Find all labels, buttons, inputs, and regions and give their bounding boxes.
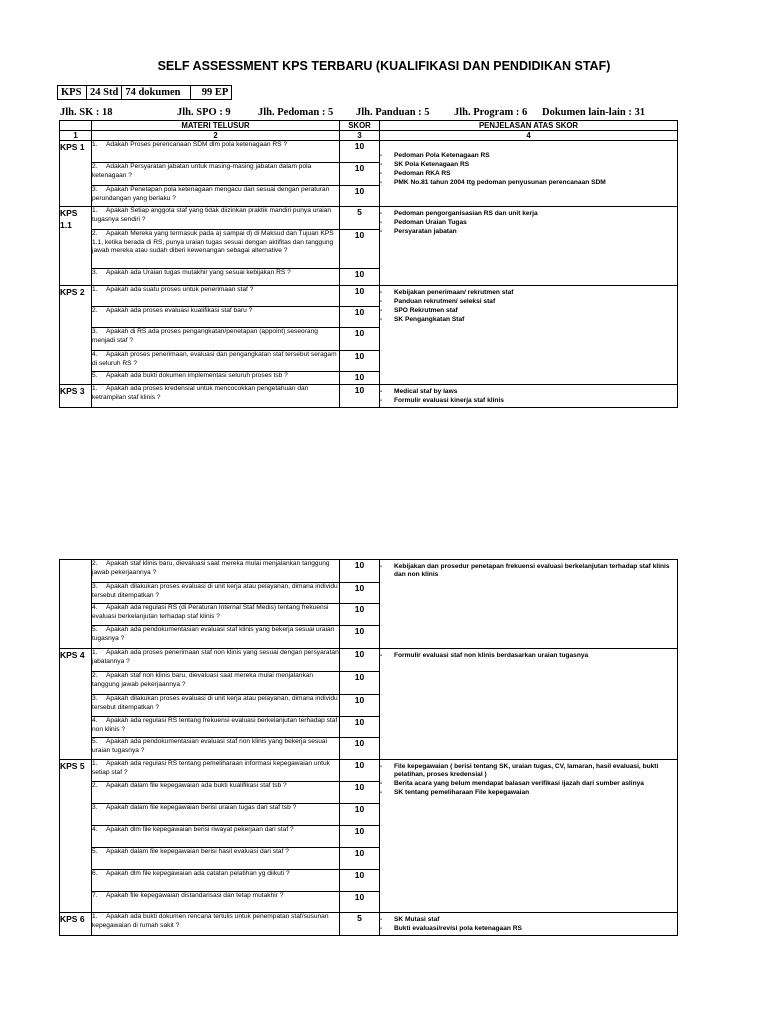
kps-code: KPS 4 <box>60 649 92 760</box>
summary-box <box>57 85 232 100</box>
question-text: Apakah ada proses penerimaan staf non klinis yang sesuai dengan persyaratan jabatannya ? <box>92 649 339 665</box>
question-text: Apakah Mereka yang termasuk pada a) sampai d) di Maksud dan Tujuan KPS 1.1, ketika berada di RS, punya uraian tugas sesuai dengan aktifitas dan tanggung jawab mereka atau sudah diberi kewenangan sebagai alternative ? <box>92 230 334 255</box>
score-cell: 10 <box>340 738 380 760</box>
score-cell: 10 <box>340 717 380 738</box>
explanation-item: - Kebijakan penerimaan/ rekrutmen staf <box>380 289 677 297</box>
kps-code: KPS 3 <box>60 385 92 408</box>
kps-code: KPS 1.1 <box>60 207 92 286</box>
question-cell <box>92 649 340 672</box>
question-cell <box>92 560 340 583</box>
question-cell <box>92 604 340 626</box>
count-spo: Jlh. SPO : 9 <box>177 107 231 118</box>
kps-code <box>60 560 92 649</box>
explanation-item: - SK Pola Ketenagaan RS <box>380 161 677 169</box>
question-cell <box>92 307 340 328</box>
question-cell <box>92 782 340 804</box>
page-title: SELF ASSESSMENT KPS TERBARU (KUALIFIKASI DAN PENDIDIKAN STAF) <box>157 59 611 73</box>
question-number: 2. <box>92 163 98 170</box>
question-cell <box>92 760 340 782</box>
question-number: 5. <box>92 626 98 633</box>
table-row <box>60 141 678 163</box>
question-text: Apakah dlm file kepegawaian ada catatan pelatihan yg diikuti ? <box>106 870 290 877</box>
question-cell <box>92 207 340 230</box>
question-text: Apakah ada proses kredensial untuk mencocokkan pengetahuan dan ketrampilan staf klinis ? <box>92 385 309 401</box>
explanation-item: - SPO Rekrutmen staf <box>380 307 677 315</box>
question-text: Apakah Setiap anggota staf yang tidak diizinkan praktik mandiri punya uraian tugasnya sendiri ? <box>92 207 332 223</box>
table-row <box>60 913 678 936</box>
table-row <box>60 560 678 583</box>
score-cell: 10 <box>340 760 380 782</box>
question-number: 2. <box>92 307 98 314</box>
count-lain: Dokumen lain-lain : 31 <box>542 107 645 118</box>
question-number: 2. <box>92 782 98 789</box>
score-cell: 10 <box>340 826 380 848</box>
score-cell: 10 <box>340 269 380 286</box>
question-number: 5. <box>92 372 98 379</box>
explanation-cell <box>380 286 678 385</box>
explanation-item: - SK Pengangkatan Staf <box>380 316 677 324</box>
assessment-table-2 <box>59 559 678 936</box>
score-cell: 10 <box>340 186 380 207</box>
explanation-cell <box>380 913 678 936</box>
question-text: Apakah dlm file kepegawaian berisi riwayat pekerjaan dari staf ? <box>106 826 294 833</box>
explanation-cell <box>380 760 678 913</box>
question-text: Apakah ada bukti dokumen rencana tertulis untuk penempatan staf/susunan kepegawaian di rumah sakit ? <box>92 913 329 929</box>
kps-code: KPS 6 <box>60 913 92 936</box>
explanation-cell <box>380 385 678 408</box>
question-cell <box>92 186 340 207</box>
question-number: 5. <box>92 848 98 855</box>
explanation-item: - Berita acara yang belum mendapat balasan verifikasi ijazah dari sumber aslinya <box>380 780 677 788</box>
score-cell: 10 <box>340 848 380 870</box>
score-cell: 10 <box>340 782 380 804</box>
question-number: 1. <box>92 207 98 214</box>
question-text: Apakah ada pendokumentasian evaluasi staf non klinis yang bekerja sesuai uraian tugasnya ? <box>92 738 328 754</box>
question-cell <box>92 738 340 760</box>
score-cell: 10 <box>340 804 380 826</box>
score-cell: 5 <box>340 913 380 936</box>
question-text: Apakah ada proses evaluasi kualifikasi staf baru ? <box>106 307 253 314</box>
question-number: 4. <box>92 826 98 833</box>
score-cell: 10 <box>340 560 380 583</box>
kps-code: KPS 2 <box>60 286 92 385</box>
score-cell: 10 <box>340 892 380 913</box>
question-cell <box>92 385 340 408</box>
explanation-item: - Medical staf by laws <box>380 388 677 396</box>
question-cell <box>92 695 340 717</box>
explanation-item: - Formulir evaluasi staf non klinis berdasarkan uraian tugasnya <box>380 652 677 660</box>
question-text: Adakah Persyaratan jabatan untuk masing-masing jabatan dalam pola ketenagaan ? <box>92 163 312 179</box>
question-number: 1. <box>92 913 98 920</box>
question-number: 1. <box>92 141 98 148</box>
question-number: 4. <box>92 604 98 611</box>
question-text: Apakah dilakukan proses evaluasi di unit kerja atau pelayanan, dimana individu tersebut ditempatkan ? <box>92 583 338 599</box>
question-number: 6. <box>92 870 98 877</box>
question-text: Apakah dalam file kepegawaian berisi hasil evaluasi dari staf ? <box>106 848 289 855</box>
question-text: Apakah file kepegawaian distandarisasi dan tetap mutakhir ? <box>106 892 284 899</box>
table-row <box>60 286 678 307</box>
question-text: Apakah dilakukan proses evaluasi di unit kerja atau pelayanan, dimana individu tersebut ditempatkan ? <box>92 695 338 711</box>
question-number: 3. <box>92 328 98 335</box>
explanation-item: - File kepegawaian ( berisi tentang SK, uraian tugas, CV, lamaran, hasil evaluasi, bukti pelatihan, proses kredensial ) <box>380 763 677 779</box>
question-text: Apakah dalam file kepegawaian berisi uraian tugas dari staf tsb ? <box>106 804 297 811</box>
explanation-item: - SK tentang pemeliharaan File kepegawaian <box>380 789 677 797</box>
question-number: 1. <box>92 760 98 767</box>
question-number: 1. <box>92 649 98 656</box>
question-cell <box>92 141 340 163</box>
question-text: Apakah ada suatu proses untuk penerimaan staf ? <box>106 286 254 293</box>
question-number: 3. <box>92 583 98 590</box>
question-number: 1. <box>92 385 98 392</box>
explanation-cell <box>380 207 678 286</box>
col-number: 4 <box>380 131 678 141</box>
question-text: Apakah staf klinis baru, dievaluasi saat mereka mulai menjalankan tanggung jawab pekerjaannya ? <box>92 560 330 576</box>
count-pedoman: Jlh. Pedoman : 5 <box>258 107 334 118</box>
score-cell: 10 <box>340 672 380 695</box>
question-cell <box>92 286 340 307</box>
score-cell: 10 <box>340 372 380 385</box>
score-cell: 10 <box>340 230 380 269</box>
count-program: Jlh. Program : 6 <box>454 107 528 118</box>
score-cell: 10 <box>340 307 380 328</box>
question-cell <box>92 672 340 695</box>
score-cell: 10 <box>340 385 380 408</box>
question-cell <box>92 892 340 913</box>
question-text: Apakah ada Uraian tugas mutakhir yang sesuai kebijakan RS ? <box>106 269 291 276</box>
score-cell: 10 <box>340 286 380 307</box>
col-number: 2 <box>92 131 340 141</box>
kps-code: KPS 1 <box>60 141 92 207</box>
count-panduan: Jlh. Panduan : 5 <box>356 107 430 118</box>
question-number: 3. <box>92 269 98 276</box>
explanation-item: - Pedoman Uraian Tugas <box>380 219 677 227</box>
header-row <box>60 121 678 131</box>
question-text: Apakah ada pendokumentasian evaluasi staf klinis yang bekerja sesuai uraian tugasnya ? <box>92 626 335 642</box>
summary-cell: 24 Std <box>87 86 122 100</box>
question-number: 3. <box>92 695 98 702</box>
question-text: Apakah Penetapan pola ketenagaan mengacu dan sesuai dengan peraturan perundangan yang berlaku ? <box>92 186 330 202</box>
question-cell <box>92 163 340 186</box>
question-text: Apakah ada regulasi RS tentang pemeliharaan informasi kepegawaian untuk setiap staf ? <box>92 760 330 776</box>
header-skor: SKOR <box>340 121 380 131</box>
question-text: Apakah ada regulasi RS tentang frekuensi evaluasi berkelanjutan terhadap staf non klinis ? <box>92 717 338 733</box>
explanation-item: - Bukti evaluasi/revisi pola ketenagaan RS <box>380 925 677 933</box>
question-cell <box>92 351 340 372</box>
question-cell <box>92 826 340 848</box>
question-text: Apakah staf non klinis baru, dievaluasi saat mereka mulai menjalankan tanggung jawab pekerjaannya ? <box>92 672 314 688</box>
question-cell <box>92 583 340 604</box>
question-number: 3. <box>92 804 98 811</box>
explanation-item: - Pedoman RKA RS <box>380 170 677 178</box>
score-cell: 10 <box>340 328 380 351</box>
col-number: 1 <box>60 131 92 141</box>
col-number: 3 <box>340 131 380 141</box>
explanation-item: - Persyaratan jabatan <box>380 228 677 236</box>
summary-cell: 74 dokumen <box>122 86 191 100</box>
score-cell: 10 <box>340 351 380 372</box>
question-cell <box>92 328 340 351</box>
table-row <box>60 649 678 672</box>
score-cell: 10 <box>340 695 380 717</box>
question-number: 7. <box>92 892 98 899</box>
question-number: 2. <box>92 672 98 679</box>
kps-code: KPS 5 <box>60 760 92 913</box>
assessment-table-1 <box>59 120 678 408</box>
question-cell <box>92 848 340 870</box>
question-cell <box>92 372 340 385</box>
table-row <box>60 207 678 230</box>
score-cell: 10 <box>340 604 380 626</box>
question-text: Adakah Proses perencanaan SDM dlm pola ketenagaan RS ? <box>106 141 288 148</box>
summary-cell: KPS <box>58 86 87 100</box>
question-cell <box>92 626 340 649</box>
header-number-row <box>60 131 678 141</box>
explanation-item: - Panduan rekrutmen/ seleksi staf <box>380 298 677 306</box>
question-number: 5. <box>92 738 98 745</box>
score-cell: 10 <box>340 163 380 186</box>
question-text: Apakah di RS ada proses pengangkatan/penetapan (appoint) seseorang menjadi staf ? <box>92 328 318 344</box>
score-cell: 10 <box>340 649 380 672</box>
question-text: Apakah ada regulasi RS (di Peraturan Internal Staf Medis) tentang frekuensi evaluasi berkelanjutan terhadap staf klinis ? <box>92 604 329 620</box>
summary-cell: 99 EP <box>191 86 232 100</box>
score-cell: 10 <box>340 141 380 163</box>
table-row <box>60 760 678 782</box>
score-cell: 5 <box>340 207 380 230</box>
explanation-item: - Pedoman pengorganisasian RS dan unit kerja <box>380 210 677 218</box>
score-cell: 10 <box>340 583 380 604</box>
document-counts <box>60 107 645 118</box>
question-text: Apakah ada bukti dokumen implementasi seluruh proses tsb ? <box>106 372 288 379</box>
question-cell <box>92 269 340 286</box>
explanation-item: - Formulir evaluasi kinerja staf klinis <box>380 397 677 405</box>
explanation-item: - Pedoman Pola Ketenagaan RS <box>380 152 677 160</box>
question-number: 2. <box>92 560 98 567</box>
question-cell <box>92 870 340 892</box>
score-cell: 10 <box>340 870 380 892</box>
question-cell <box>92 717 340 738</box>
table-row <box>60 385 678 408</box>
question-number: 1. <box>92 286 98 293</box>
question-text: Apakah proses penerimaan, evaluasi dan pengangkatan staf tersebut seragam di seluruh RS ? <box>92 351 337 367</box>
question-number: 4. <box>92 351 98 358</box>
question-cell <box>92 913 340 936</box>
explanation-item: - PMK No.81 tahun 2004 ttg pedoman penyusunan perencanaan SDM <box>380 179 677 187</box>
header-penjelasan: PENJELASAN ATAS SKOR <box>380 121 678 131</box>
explanation-cell <box>380 560 678 649</box>
question-cell <box>92 804 340 826</box>
score-cell: 10 <box>340 626 380 649</box>
question-text: Apakah dalam file kepegawaian ada bukti kualifikasi staf tsb ? <box>106 782 287 789</box>
header-materi: MATERI TELUSUR <box>92 121 340 131</box>
explanation-cell <box>380 649 678 760</box>
explanation-item: - Kebijakan dan prosedur penetapan frekuensi evaluasi berkelanjutan terhadap staf klinis dan non klinis <box>380 563 677 579</box>
question-cell <box>92 230 340 269</box>
question-number: 3. <box>92 186 98 193</box>
explanation-cell <box>380 141 678 207</box>
question-number: 4. <box>92 717 98 724</box>
question-number: 2. <box>92 230 98 237</box>
count-sk: Jlh. SK : 18 <box>60 107 113 118</box>
explanation-item: - SK Mutasi staf <box>380 916 677 924</box>
